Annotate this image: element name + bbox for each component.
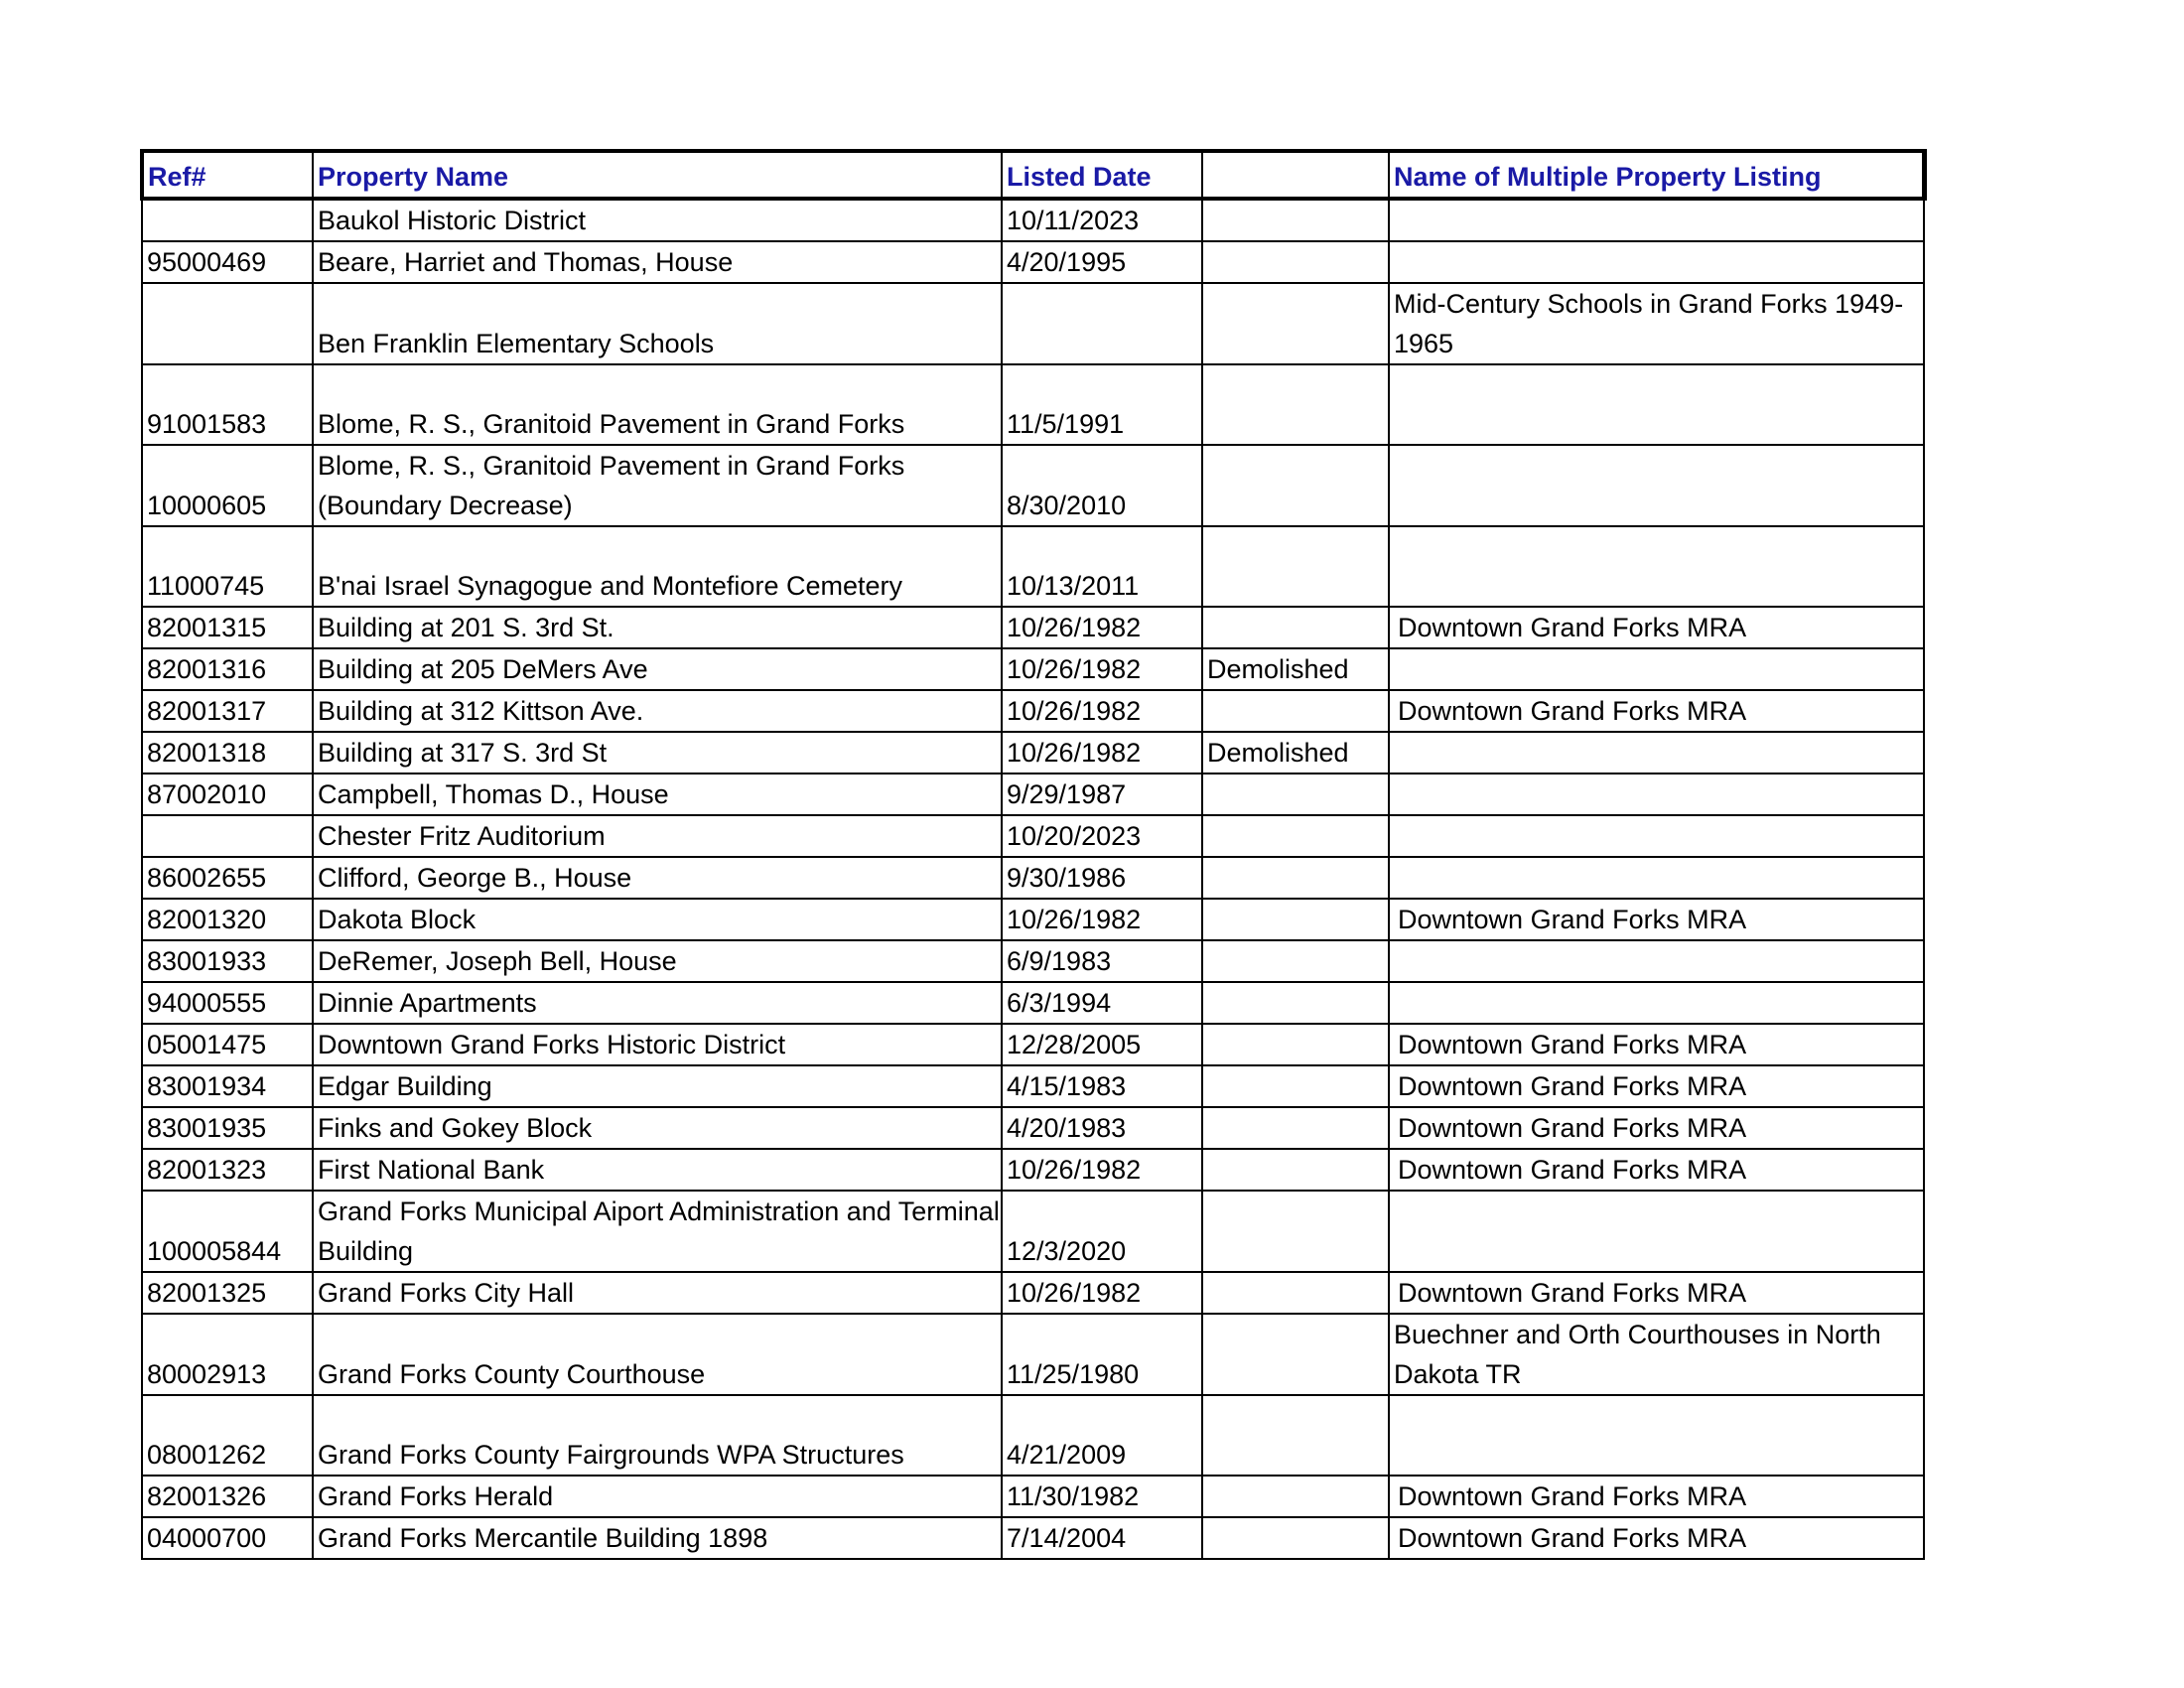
table-row [142, 857, 1924, 899]
cell-listed-date: 10/26/1982 [1002, 732, 1202, 774]
table-row [142, 1272, 1924, 1314]
cell-listed-date: 10/11/2023 [1002, 199, 1202, 241]
cell-listed-date: 10/26/1982 [1002, 1149, 1202, 1191]
cell-listed-date: 10/26/1982 [1002, 899, 1202, 940]
cell-status [1202, 1065, 1389, 1107]
cell-listed-date: 10/26/1982 [1002, 648, 1202, 690]
cell-listed-date: 10/13/2011 [1002, 526, 1202, 607]
cell-multiple-property-listing: Downtown Grand Forks MRA [1389, 1476, 1924, 1517]
cell-property-name: Campbell, Thomas D., House [313, 774, 1002, 815]
table-row [142, 1065, 1924, 1107]
cell-ref: 82001325 [142, 1272, 313, 1314]
cell-status [1202, 445, 1389, 526]
cell-property-name: Chester Fritz Auditorium [313, 815, 1002, 857]
cell-ref: 82001326 [142, 1476, 313, 1517]
cell-ref: 82001318 [142, 732, 313, 774]
cell-property-name: Grand Forks Herald [313, 1476, 1002, 1517]
cell-multiple-property-listing [1389, 1191, 1924, 1272]
cell-property-name: Dakota Block [313, 899, 1002, 940]
table-row [142, 899, 1924, 940]
cell-property-name: Edgar Building [313, 1065, 1002, 1107]
cell-listed-date: 6/9/1983 [1002, 940, 1202, 982]
cell-multiple-property-listing [1389, 774, 1924, 815]
property-listing-table [140, 149, 1927, 1560]
header-row [142, 151, 1924, 199]
cell-status [1202, 283, 1389, 364]
table-row [142, 445, 1924, 526]
cell-multiple-property-listing [1389, 732, 1924, 774]
table-row [142, 1191, 1924, 1272]
cell-listed-date: 7/14/2004 [1002, 1517, 1202, 1559]
header-ref: Ref# [142, 151, 313, 199]
table-row [142, 732, 1924, 774]
cell-status [1202, 364, 1389, 445]
cell-ref: 87002010 [142, 774, 313, 815]
cell-multiple-property-listing [1389, 445, 1924, 526]
cell-ref: 80002913 [142, 1314, 313, 1395]
cell-status [1202, 1107, 1389, 1149]
cell-listed-date: 11/25/1980 [1002, 1314, 1202, 1395]
cell-ref: 94000555 [142, 982, 313, 1024]
cell-listed-date: 4/20/1995 [1002, 241, 1202, 283]
table-row [142, 774, 1924, 815]
cell-ref: 83001933 [142, 940, 313, 982]
table-row [142, 1024, 1924, 1065]
cell-multiple-property-listing: Downtown Grand Forks MRA [1389, 1517, 1924, 1559]
cell-status [1202, 1191, 1389, 1272]
cell-multiple-property-listing: Downtown Grand Forks MRA [1389, 1024, 1924, 1065]
cell-ref: 82001317 [142, 690, 313, 732]
cell-property-name: Building at 201 S. 3rd St. [313, 607, 1002, 648]
header-listed-date: Listed Date [1002, 151, 1202, 199]
cell-listed-date: 11/5/1991 [1002, 364, 1202, 445]
cell-status [1202, 857, 1389, 899]
cell-status: Demolished [1202, 732, 1389, 774]
cell-property-name: Grand Forks Municipal Aiport Administration and Terminal Building [313, 1191, 1002, 1272]
cell-ref: 82001323 [142, 1149, 313, 1191]
cell-listed-date: 10/26/1982 [1002, 1272, 1202, 1314]
cell-property-name: Beare, Harriet and Thomas, House [313, 241, 1002, 283]
cell-listed-date [1002, 283, 1202, 364]
cell-property-name: Grand Forks County Courthouse [313, 1314, 1002, 1395]
cell-ref: 04000700 [142, 1517, 313, 1559]
cell-multiple-property-listing: Downtown Grand Forks MRA [1389, 1272, 1924, 1314]
cell-listed-date: 9/30/1986 [1002, 857, 1202, 899]
cell-property-name: Building at 312 Kittson Ave. [313, 690, 1002, 732]
cell-ref: 86002655 [142, 857, 313, 899]
header-status [1202, 151, 1389, 199]
table-row [142, 1149, 1924, 1191]
cell-property-name: Blome, R. S., Granitoid Pavement in Grand Forks [313, 364, 1002, 445]
cell-multiple-property-listing: Downtown Grand Forks MRA [1389, 1107, 1924, 1149]
cell-status [1202, 1272, 1389, 1314]
cell-property-name: DeRemer, Joseph Bell, House [313, 940, 1002, 982]
cell-property-name: First National Bank [313, 1149, 1002, 1191]
cell-property-name: Grand Forks City Hall [313, 1272, 1002, 1314]
cell-multiple-property-listing: Downtown Grand Forks MRA [1389, 690, 1924, 732]
cell-ref: 08001262 [142, 1395, 313, 1476]
cell-multiple-property-listing [1389, 940, 1924, 982]
cell-ref: 83001934 [142, 1065, 313, 1107]
table-row [142, 1476, 1924, 1517]
cell-ref: 10000605 [142, 445, 313, 526]
cell-listed-date: 4/20/1983 [1002, 1107, 1202, 1149]
cell-multiple-property-listing: Mid-Century Schools in Grand Forks 1949-1965 [1389, 283, 1924, 364]
cell-ref [142, 199, 313, 241]
cell-property-name: Grand Forks County Fairgrounds WPA Structures [313, 1395, 1002, 1476]
cell-multiple-property-listing [1389, 199, 1924, 241]
table-row [142, 1395, 1924, 1476]
cell-status [1202, 241, 1389, 283]
cell-property-name: B'nai Israel Synagogue and Montefiore Cemetery [313, 526, 1002, 607]
cell-status [1202, 899, 1389, 940]
header-multiple-property-listing: Name of Multiple Property Listing [1389, 151, 1924, 199]
cell-status [1202, 1314, 1389, 1395]
table-row [142, 648, 1924, 690]
cell-listed-date: 11/30/1982 [1002, 1476, 1202, 1517]
table-row [142, 982, 1924, 1024]
cell-ref: 91001583 [142, 364, 313, 445]
cell-status [1202, 690, 1389, 732]
table-row [142, 815, 1924, 857]
cell-multiple-property-listing: Downtown Grand Forks MRA [1389, 607, 1924, 648]
cell-property-name: Baukol Historic District [313, 199, 1002, 241]
cell-property-name: Building at 317 S. 3rd St [313, 732, 1002, 774]
cell-ref: 83001935 [142, 1107, 313, 1149]
cell-property-name: Downtown Grand Forks Historic District [313, 1024, 1002, 1065]
cell-status [1202, 940, 1389, 982]
cell-ref: 100005844 [142, 1191, 313, 1272]
table-row [142, 940, 1924, 982]
cell-ref: 95000469 [142, 241, 313, 283]
table-row [142, 690, 1924, 732]
table-row [142, 199, 1924, 241]
cell-status: Demolished [1202, 648, 1389, 690]
spreadsheet-page [140, 149, 1922, 1560]
cell-ref [142, 815, 313, 857]
table-row [142, 241, 1924, 283]
cell-listed-date: 10/26/1982 [1002, 690, 1202, 732]
cell-listed-date: 6/3/1994 [1002, 982, 1202, 1024]
cell-status [1202, 1149, 1389, 1191]
cell-multiple-property-listing [1389, 857, 1924, 899]
table-row [142, 1517, 1924, 1559]
cell-multiple-property-listing [1389, 364, 1924, 445]
cell-listed-date: 9/29/1987 [1002, 774, 1202, 815]
cell-status [1202, 774, 1389, 815]
cell-ref: 82001316 [142, 648, 313, 690]
cell-status [1202, 607, 1389, 648]
cell-status [1202, 982, 1389, 1024]
cell-multiple-property-listing: Downtown Grand Forks MRA [1389, 899, 1924, 940]
cell-property-name: Grand Forks Mercantile Building 1898 [313, 1517, 1002, 1559]
cell-property-name: Clifford, George B., House [313, 857, 1002, 899]
cell-ref: 11000745 [142, 526, 313, 607]
table-row [142, 364, 1924, 445]
cell-multiple-property-listing: Downtown Grand Forks MRA [1389, 1065, 1924, 1107]
cell-property-name: Dinnie Apartments [313, 982, 1002, 1024]
header-property-name: Property Name [313, 151, 1002, 199]
cell-listed-date: 4/21/2009 [1002, 1395, 1202, 1476]
cell-listed-date: 10/20/2023 [1002, 815, 1202, 857]
cell-multiple-property-listing [1389, 526, 1924, 607]
cell-property-name: Ben Franklin Elementary Schools [313, 283, 1002, 364]
table-row [142, 526, 1924, 607]
cell-multiple-property-listing: Downtown Grand Forks MRA [1389, 1149, 1924, 1191]
cell-listed-date: 4/15/1983 [1002, 1065, 1202, 1107]
cell-multiple-property-listing: Buechner and Orth Courthouses in North Dakota TR [1389, 1314, 1924, 1395]
table-row [142, 283, 1924, 364]
cell-multiple-property-listing [1389, 241, 1924, 283]
cell-status [1202, 1476, 1389, 1517]
cell-ref: 82001315 [142, 607, 313, 648]
cell-multiple-property-listing [1389, 1395, 1924, 1476]
cell-multiple-property-listing [1389, 648, 1924, 690]
cell-listed-date: 10/26/1982 [1002, 607, 1202, 648]
cell-listed-date: 8/30/2010 [1002, 445, 1202, 526]
table-row [142, 607, 1924, 648]
cell-ref [142, 283, 313, 364]
cell-listed-date: 12/3/2020 [1002, 1191, 1202, 1272]
cell-multiple-property-listing [1389, 982, 1924, 1024]
cell-status [1202, 199, 1389, 241]
cell-status [1202, 1517, 1389, 1559]
cell-status [1202, 526, 1389, 607]
cell-ref: 82001320 [142, 899, 313, 940]
cell-listed-date: 12/28/2005 [1002, 1024, 1202, 1065]
table-header [142, 151, 1924, 199]
cell-status [1202, 1024, 1389, 1065]
cell-property-name: Blome, R. S., Granitoid Pavement in Grand Forks (Boundary Decrease) [313, 445, 1002, 526]
cell-status [1202, 815, 1389, 857]
cell-multiple-property-listing [1389, 815, 1924, 857]
cell-status [1202, 1395, 1389, 1476]
cell-ref: 05001475 [142, 1024, 313, 1065]
cell-property-name: Finks and Gokey Block [313, 1107, 1002, 1149]
table-row [142, 1107, 1924, 1149]
table-body [142, 199, 1924, 1559]
cell-property-name: Building at 205 DeMers Ave [313, 648, 1002, 690]
table-row [142, 1314, 1924, 1395]
